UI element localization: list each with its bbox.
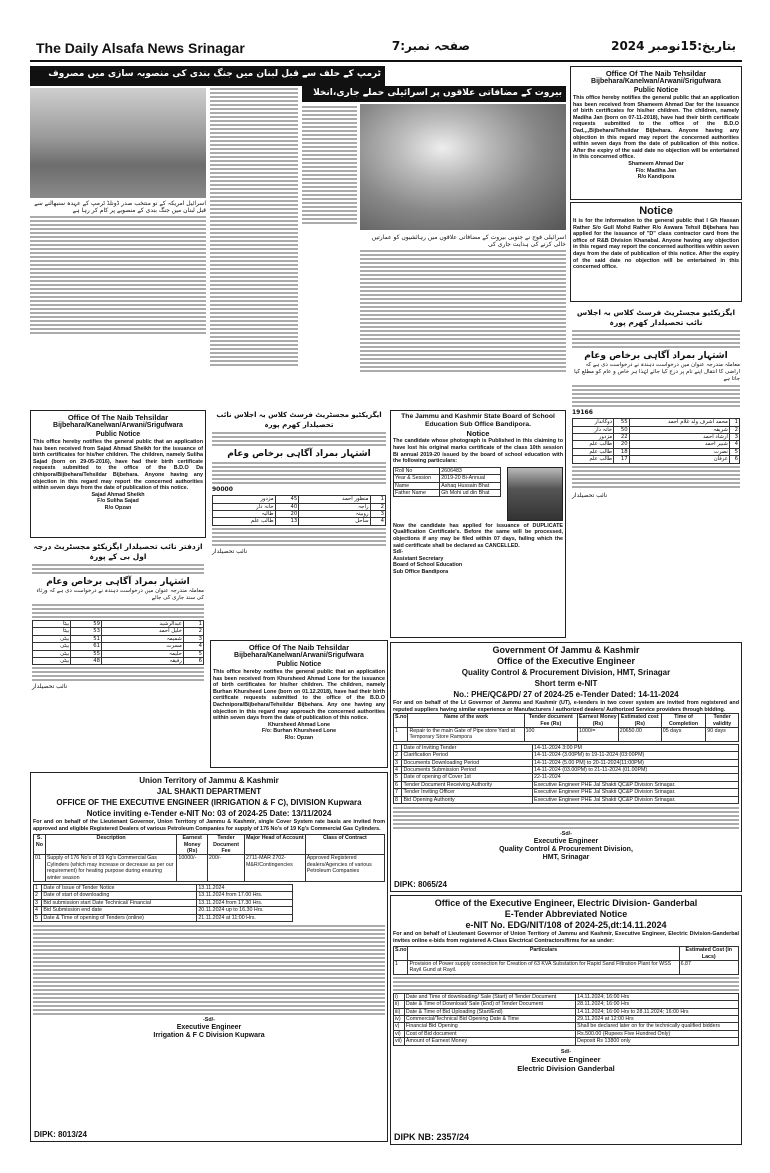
- table-cell: Bid submission start Date Technical/ Financial: [42, 899, 197, 906]
- table-cell: 100: [524, 728, 577, 742]
- table-cell: 1: [394, 728, 408, 742]
- table-cell: 55: [71, 650, 102, 657]
- table-cell: Repair to the main Gate of Pipe store Yard at Temporary Store Rampora: [408, 728, 524, 742]
- table-cell: 13.11.2024 from 17.00 Hrs.: [197, 892, 293, 899]
- table-cell: 22: [614, 434, 630, 441]
- table-cell: خانہ دار: [573, 426, 614, 433]
- masthead-date: بتاریخ:15نومبر 2024: [611, 39, 736, 53]
- table-cell: طالب علم: [573, 448, 614, 455]
- table-cell: 1: [394, 744, 402, 751]
- table-cell: Major Head of Account: [244, 835, 305, 855]
- table-cell: مزدور: [573, 434, 614, 441]
- table-cell: 3: [370, 511, 385, 518]
- notice-kind: Public Notice: [633, 86, 679, 94]
- table-row: [33, 650, 204, 657]
- table-cell: 20650.00: [618, 728, 661, 742]
- table-cell: 14.11.2024; 16:00 Hrs: [576, 993, 739, 1000]
- table-cell: بیٹا: [33, 628, 71, 635]
- table-cell: 14-11-2024 (03.00PM) to 21-11-2024 (01.00PM): [533, 767, 739, 774]
- table-cell: 4: [34, 907, 42, 914]
- table-row: [34, 899, 293, 906]
- table-cell: 6: [183, 658, 203, 665]
- table-cell: طالب علم: [213, 518, 276, 525]
- table-cell: 1000/=: [578, 728, 619, 742]
- masthead: [30, 36, 742, 62]
- table-cell: بیٹی: [33, 635, 71, 642]
- table-row: [394, 1001, 739, 1008]
- table-row: [394, 993, 739, 1000]
- table-cell: Rs.500.00 (Rupees Five Hundred Only): [576, 1030, 739, 1037]
- urdu-heading: اشتہار بمراد آگاہی برخاص وعام: [584, 351, 728, 361]
- tender-qc-procurement: Government Of Jammu & Kashmir Office of the Executive Engineer Quality Control & Procurement Division, HMT, Srinagar Short term e-NIT No.: PHE/QC&PD/ 27 of 2024-25 e-Tender Dated: 14-11-2024 For and on behalf of the Lt Governor of Jammu and Kashmir (UT), e-tenders in two cover system are invited from registered and reputed suppliers having similar experience or Manufacturers / authorized dealers/ Authorized Service providers through bidding. S.no Name of the work Tender document Fee (Rs) Earnest Money (Rs) Estimated cost (Rs) Time of Completion Tender validity 1 Repair to the main Gate of Pipe store Yard at Temporary Store Rampora 100 1000/= 20650.00 05 days 90 days 1 Date of Inviting Tender 14-11-2024 3:00 PM 2 Clarification Period 14-11-2024 (3.00PM) to 19-11-2024 (03:00PM) 3 Documents Downloading Period 14-11-2024 (5.00 PM) to 20-11-2024(11:00PM) 4 Documents Submission Period 14-11-2024 (03.00PM) to 21-11-2024 (01.00PM) 5 Date of opening of Cover 1st 22-11-2024 6 Tender Document Receiving Authority Executive Engineer PHE Jal Shakti QC&P Division Srinagar. 7 Tender Inviting Officer Executive Engineer PHE Jal Shakti QC&P Division Srinagar. 8 Bid Opening Authority Executive Engineer PHE Jal Shakti QC&P Division Srinagar. -Sd/- Executive Engineer Quality Control & Procurement Division, HMT, Srinagar DIPK: 8065/24: [390, 642, 742, 892]
- table-cell: Date & Time of opening of Tenders (online): [42, 914, 197, 921]
- page-number: صفحہ نمبر:7: [391, 39, 470, 53]
- tender-electric-ganderbal: Office of the Executive Engineer, Electric Division- Ganderbal E-Tender Abbreviated Notice e-NIT No. EDG/NIT/108 of 2024-25,dt:14.11.2024 For and on behalf of Lieutenant Governor of Union Territory of Jammu and Kashmir, Executive Engineer, Electric Division-Ganderbal invites online e-bids from registered A-Class Electrical Contractors/firms for as under: S.no Particulars Estimated Cost (in Lacs) 1 Provision of Power supply connection for Creation of 63 KVA Substation for Rapid Sand Filtration Plant for WSS Rayil Gund at Rayil. 6.87 i) Date and Time of downloading/ Sale (Start) of Tender Document 14.11.2024; 16:00 Hrs ii) Date & Time of Download/ Sale (End) of Tender Document 28.11.2024; 16:00 Hrs iii) Date & Time of Bid Uploading (Start/End) 14.11.2024; 16:00 Hrs to 28.11.2024; 16:00 Hrs iv) Commercial/Technical Bid Opening Date & Time 29.11.2024 at 12:00 Hrs v) Financial Bid Opening Shall be declared later on for the technically qualified bidders vi) Cost of Bid document Rs.500.00 (Rupees Five Hundred Only) vii) Amount of Earnest Money Deposit Rs 13800 only Sd/- Executive Engineer Electric Division Ganderbal DIPK NB: 2357/24: [390, 895, 742, 1145]
- table-cell: Earnest Money (Rs): [177, 835, 208, 855]
- table-row: [213, 511, 386, 518]
- table-cell: Financial Bid Opening: [404, 1023, 575, 1030]
- table-cell: 4: [183, 643, 203, 650]
- table-cell: طالب علم: [573, 441, 614, 448]
- story-body-col2: [210, 86, 298, 406]
- table-cell: 4: [394, 767, 402, 774]
- table-row: [213, 503, 386, 510]
- table-cell: Amount of Earnest Money: [404, 1038, 575, 1045]
- story-body: اسرائیل امریکہ کے نو منتخب صدر ڈونلڈ ٹرمپ کے عہدہ سنبھالنے سے قبل لبنان میں جنگ بندی کے منصوبے پر کام کر رہا ہے: [30, 200, 206, 405]
- story-beirut-body: [302, 104, 357, 404]
- table-cell: 2: [729, 426, 739, 433]
- urdu-footer: نائب تحصیلدار: [572, 491, 608, 499]
- table-cell: شبیر احمد: [629, 441, 729, 448]
- table-cell: 20.11.2024 up to 16.30 Hrs.: [197, 907, 293, 914]
- tender-schedule: [393, 993, 739, 1046]
- urdu-body: معاملہ مندرجہ عنوان میں درخواست دہندہ نے درخواست دی ہے کہ اراضی کا انتقال اپنے نام پر درج کیا جائے لہٰذا ہر خاص و عام کو مطلع کیا جاتا ہے: [574, 362, 740, 382]
- table-cell: 18: [614, 448, 630, 455]
- table-cell: بیٹی: [33, 658, 71, 665]
- table-cell: Date & Time of Download/ Sale (End) of Tender Document: [404, 1001, 575, 1008]
- table-cell: 20: [614, 441, 630, 448]
- table-cell: 17: [614, 456, 630, 463]
- table-cell: 1: [34, 885, 42, 892]
- table-cell: 1: [394, 961, 408, 975]
- table-row: [394, 728, 739, 742]
- table-row: [394, 752, 739, 759]
- story-beirut-body2: اسرائیلی فوج نے جنوبی بیروت کے مضافاتی علاقوں میں رہائشیوں کو عمارتیں خالی کرنے کی ہدایت جاری کی: [360, 234, 566, 406]
- table-cell: 2: [370, 503, 385, 510]
- table-cell: ارشاد احمد: [629, 434, 729, 441]
- table-cell: دوکاندار: [573, 419, 614, 426]
- table-cell: i): [394, 993, 405, 1000]
- table-cell: شریفہ: [629, 426, 729, 433]
- table-cell: 6: [729, 456, 739, 463]
- table-cell: شمیمہ: [102, 635, 184, 642]
- table-cell: Particulars: [408, 947, 679, 961]
- table-row: [394, 475, 501, 482]
- table-cell: 40: [275, 503, 299, 510]
- table-row: [573, 456, 740, 463]
- table-cell: Name: [394, 482, 440, 489]
- table-cell: 10000/-: [177, 855, 208, 882]
- story-headline-beirut: بیروت کے مضافاتی علاقوں پر اسرائیلی حملے جاری،انخلا: [302, 86, 566, 102]
- notice-body: This office hereby notifies the general public that an application has been received from Shameem Ahmad Dar for the issuance of birth certificates for his/her children. The children, namely Madiha Jan (born on 07-11-2018), have had their birth certificate requests submitted to the office of the B.D.O Dad,,,,Bijbehara/Tehsildar Bijbehara. Anyone having any objection in this regard may report the concerned authorities within seven days from the date of publication of this notice. After the expiry of the said date no objection will be entertained in this concerned office.: [573, 95, 739, 161]
- notice-title: Notice: [639, 205, 673, 217]
- table-cell: Date of Inviting Tender: [402, 744, 533, 751]
- notice-subtitle: Bijbehara/Kanelwan/Arwani/Srigufwara: [591, 78, 721, 85]
- table-row: [394, 767, 739, 774]
- dipk-number: DIPK NB: 2357/24: [394, 1132, 470, 1142]
- table-cell: v): [394, 1023, 405, 1030]
- table-cell: 14-11-2024 (3.00PM) to 19-11-2024 (03:00PM): [533, 752, 739, 759]
- table-row: [394, 490, 501, 497]
- table-cell: Date & Time of Bid Uploading (Start/End): [404, 1008, 575, 1015]
- table-cell: بیٹا: [33, 621, 71, 628]
- table-cell: Father Name: [394, 490, 440, 497]
- masthead-title: The Daily Alsafa News Srinagar: [36, 40, 245, 56]
- table-cell: 5: [394, 774, 402, 781]
- notice-body: It is for the information to the general public that I Gh Hassan Rather S/o Gull Mohd Rather R/o Aswara Tehsil Bijbehara has applied for the issuance of "D" class contractor card from the office of R&B Division Khanabal. Anyone having any objection in this regard may report the concerned authorities within seven days from the date of publication of this notice. After the expiry of the said date no objection will be entertained in this concerned office.: [573, 218, 739, 271]
- table-cell: 1: [729, 419, 739, 426]
- table-cell: عبدالرشید: [102, 621, 184, 628]
- dipk-number: DIPK: 8013/24: [34, 1130, 87, 1139]
- table-cell: 14-11-2024 3:00 PM: [533, 744, 739, 751]
- table-cell: 2: [34, 892, 42, 899]
- table-cell: 2019-20 Bi-Annual: [440, 475, 501, 482]
- tender-schedule: [393, 744, 739, 804]
- urdu-notice-left: ازدفتر نائب تحصیلدار ایگزیکٹو مجسٹریٹ درجہ اول بی کے پورہ اشتہار بمراد آگاہی برخاص وعام معاملہ مندرجہ عنوان میں درخواست دہندہ نے درخواست دی ہے کہ ورثاء کی سند جاری کی جائے 1 عبدالرشید 59 بیٹا 2 خلیل احمد 53 بیٹا 3 شمیمہ 51 بیٹی 4 مسرت 61 بیٹی 5 حلیمہ 55 بیٹی 6 رفیقہ 48 بیٹی نائب تحصیلدار: [32, 542, 204, 691]
- urdu-notice-mid: ایگزیکٹیو مجسٹریٹ فرسٹ کلاس بہ اجلاس نائب تحصیلدار کھرم پورہ اشتہار بمراد آگاہی برخاص وعام 90000 1 منظور احمد 45 مزدور 2 راجہ 40 خانہ دار 3 روبینہ 20 طالبہ 4 ساحل 13 طالب علم نائب تحصیلدار: [212, 411, 384, 555]
- tender-table: [393, 946, 739, 975]
- dipk-number: DIPK: 8065/24: [394, 880, 447, 889]
- table-cell: Gh Mohi ud din Bhat: [440, 490, 501, 497]
- tender-schedule: [33, 884, 293, 922]
- table-row: [394, 781, 739, 788]
- table-row: [394, 759, 739, 766]
- table-cell: 13.11.2024 from 17.30 Hrs.: [197, 899, 293, 906]
- table-cell: 01: [34, 855, 46, 882]
- notice-naib-tehsildar-1: Office Of The Naib Tehsildar Bijbehara/Kanelwan/Arwani/Srigufwara Public Notice This office hereby notifies the general public that an application has been received from Shameem Ahmad Dar for the issuance of birth certificates for his/her children. The children, namely Madiha Jan (born on 07-11-2018), have had their birth certificate requests submitted to the office of the B.D.O Dad,,,,Bijbehara/Tehsildar Bijbehara. Anyone having any objection in this regard may report the concerned authorities within seven days from the date of publication of this notice. After the expiry of the said date no objection will be entertained in this concerned office. Shameem Ahmad Dar F/o: Madiha Jan R/o Kandipora: [570, 66, 742, 200]
- table-cell: 28.11.2024; 16:00 Hrs: [576, 1001, 739, 1008]
- table-cell: 22-11-2024: [533, 774, 739, 781]
- table-cell: 1: [183, 621, 203, 628]
- table-row: [394, 482, 501, 489]
- notice-school-board: The Jammu and Kashmir State Board of School Education Sub Office Bandipora. Notice The candidate whose photograph is Published in this claiming to have lost his original marks certificate of the class 10th session Bi annual 2019-20 issued by the board of school education with the following particulars: Roll No 2606483 Year & Session 2019-20 Bi-Annual Name Ashaq Hussain Bhat Father Name Gh Mohi ud din Bhat Now the candidate has applied for issuance of DUPLICATE Qualification Certificate's. Before the same will be processed, objections if any may be filed within 07 days, failing which the said certificate shall be declared as CANCELLED. Sd/- Assistant Secretary Board of School Education Sub Office Bandipora: [390, 410, 566, 638]
- urdu-title: ایگزیکٹیو مجسٹریٹ فرسٹ کلاس بہ اجلاس نائب تحصیلدار کھرم پورہ: [576, 308, 736, 327]
- table-cell: 05 days: [661, 728, 705, 742]
- table-cell: عرفان: [629, 456, 729, 463]
- table-cell: راجہ: [299, 503, 370, 510]
- table-cell: 2606483: [440, 467, 501, 474]
- story-photo-smoke: [360, 104, 566, 230]
- table-cell: Executive Engineer PHE Jal Shakti QC&P Division Srinagar.: [533, 796, 739, 803]
- table-cell: Tender validity: [706, 714, 739, 728]
- table-cell: Executive Engineer PHE Jal Shakti QC&P Division Srinagar.: [533, 781, 739, 788]
- table-cell: حلیمہ: [102, 650, 184, 657]
- table-cell: Bid Submission end date: [42, 907, 197, 914]
- tender-table: [33, 834, 385, 882]
- table-row: [33, 635, 204, 642]
- table-cell: 200/-: [208, 855, 245, 882]
- table-cell: Documents Submission Period: [402, 767, 533, 774]
- table-cell: 1: [370, 496, 385, 503]
- table-cell: S.no: [394, 714, 408, 728]
- table-cell: 7: [394, 789, 402, 796]
- table-cell: Estimated cost (Rs): [618, 714, 661, 728]
- table-cell: 5: [34, 914, 42, 921]
- table-row: [33, 643, 204, 650]
- table-cell: Cost of Bid document: [404, 1030, 575, 1037]
- table-row: [394, 961, 739, 975]
- urdu-table: [212, 495, 386, 526]
- table-cell: Date of opening of Cover 1st: [402, 774, 533, 781]
- table-cell: vii): [394, 1038, 405, 1045]
- table-cell: 3: [729, 434, 739, 441]
- table-row: [394, 1008, 739, 1015]
- table-row: [34, 855, 385, 882]
- table-cell: خلیل احمد: [102, 628, 184, 635]
- table-cell: Earnest Money (Rs): [579, 714, 617, 727]
- table-cell: Approved Registered dealers/Agencies of various Petroleum Companies: [305, 855, 384, 882]
- board-table: [393, 467, 501, 498]
- table-row: [34, 914, 293, 921]
- table-cell: 48: [71, 658, 102, 665]
- table-cell: 5: [183, 650, 203, 657]
- table-row: [394, 774, 739, 781]
- table-cell: vi): [394, 1030, 405, 1037]
- table-header-row: [34, 835, 385, 855]
- table-cell: Tender Document Receiving Authority: [402, 781, 533, 788]
- table-cell: Supply of 176 No's of 19 Kg's Commercial Gas Cylinders (which may increase or decrease as per our requirement) for heating purpose during ensuring winter season: [45, 855, 177, 882]
- table-cell: 61: [71, 643, 102, 650]
- table-row: [573, 419, 740, 426]
- table-cell: محمد اشرف ولد غلام احمد: [629, 419, 729, 426]
- table-cell: Roll No: [394, 467, 440, 474]
- story-headline: ٹرمپ کے حلف سے قبل لبنان میں جنگ بندی کی منصوبہ سازی میں مصروف: [30, 66, 385, 86]
- table-cell: 6: [394, 781, 402, 788]
- table-cell: Commercial/Technical Bid Opening Date & Time: [404, 1016, 575, 1023]
- table-cell: 50: [614, 426, 630, 433]
- table-cell: 4: [729, 441, 739, 448]
- table-cell: ii): [394, 1001, 405, 1008]
- table-cell: Date and Time of downloading/ Sale (Start) of Tender Document: [404, 993, 575, 1000]
- table-cell: Estimated Cost (in Lacs): [679, 947, 738, 961]
- table-cell: Year & Session: [394, 475, 440, 482]
- table-row: [394, 1030, 739, 1037]
- table-cell: Description: [45, 835, 177, 855]
- table-row: [573, 434, 740, 441]
- notice-body: This office hereby notifies the general public that an application has been received from Sajad Ahmad Sheikh for the issuance of birth certificates for his/her children. The children, namely Suliha Sajad (born on 29-05-2016), have had their birth certificate requests submitted to the office of the B.D.O Da chhipora/Bijbehara/Tehsildar Bijbehara. Anyone having any objection in this regard may report the concerned authorities within seven days from the date of publication of this notice.: [33, 439, 203, 492]
- table-cell: خانہ دار: [213, 503, 276, 510]
- table-cell: Provision of Power supply connection for Creation of 63 KVA Substation for Rapid Sand Filtration Plant for WSS Rayil Gund at Rayil.: [408, 961, 679, 975]
- table-cell: 2: [183, 628, 203, 635]
- table-cell: Tender Inviting Officer: [402, 789, 533, 796]
- table-cell: 29.11.2024 at 12:00 Hrs: [576, 1016, 739, 1023]
- table-row: [213, 496, 386, 503]
- urdu-table: [572, 418, 740, 463]
- table-cell: Executive Engineer PHE Jal Shakti QC&P Division Srinagar.: [533, 789, 739, 796]
- table-row: [394, 744, 739, 751]
- urdu-amount: 19166: [572, 409, 593, 416]
- table-row: [394, 796, 739, 803]
- table-row: [33, 658, 204, 665]
- table-cell: 14.11.2024; 16:00 Hrs to 28.11.2024; 16:00 Hrs: [576, 1008, 739, 1015]
- table-cell: Deposit Rs 13800 only: [576, 1038, 739, 1045]
- table-row: [34, 885, 293, 892]
- table-cell: Date of start of downloading: [42, 892, 197, 899]
- table-cell: 20: [275, 511, 299, 518]
- table-cell: Clarification Period: [402, 752, 533, 759]
- story-photo-ruins: [30, 88, 206, 198]
- urdu-table: [32, 620, 204, 665]
- table-cell: مسرت: [102, 643, 184, 650]
- table-cell: 4: [370, 518, 385, 525]
- table-cell: بیٹی: [33, 650, 71, 657]
- table-cell: 14-11-2024 (5.00 PM) to 20-11-2024(11:00PM): [533, 759, 739, 766]
- table-row: [573, 441, 740, 448]
- table-row: [394, 467, 501, 474]
- table-cell: ساحل: [299, 518, 370, 525]
- table-cell: 13: [275, 518, 299, 525]
- table-cell: 8: [394, 796, 402, 803]
- table-cell: Bid Opening Authority: [402, 796, 533, 803]
- table-row: [34, 892, 293, 899]
- tender-irrigation-kupwara: Union Territory of Jammu & Kashmir JAL SHAKTI DEPARTMENT OFFICE OF THE EXECUTIVE ENGINEER (IRRIGATION & F C), DIVISION Kupwara Notice inviting e-Tender e-NIT No: 03 of 2024-25 Date: 13/11/2024 For and on behalf of the Lieutenant Governor, Union Territory of Jammu & Kashmir, single Cover System rate basis are invited from approved and eligible Registered Dealers of various Petroleum Companies for supply of 176 No's of 19 Kg's Commercial Gas Cylinders. S. No Description Earnest Money (Rs) Tender Document Fee Major Head of Account Class of Contract 01 Supply of 176 No's of 19 Kg's Commercial Gas Cylinders (which may increase or decrease as per our requirement) for heating purpose during ensuring winter season 10000/- 200/- 2711-MAR 2702-M&R/Contingencies Approved Registered dealers/Agencies of various Petroleum Companies 1 Date of Issue of Tender Notice 13.11.2024 2 Date of start of downloading 13.11.2024 from 17.00 Hrs. 3 Bid submission start Date Technical/ Financial 13.11.2024 from 17.30 Hrs. 4 Bid Submission end date 20.11.2024 up to 16.30 Hrs. 5 Date & Time of opening of Tenders (online) 21.11.2024 at 11:00 Hrs. -Sd/- Executive Engineer Irrigation & F C Division Kupwara DIPK: 8013/24: [30, 772, 388, 1142]
- table-row: [33, 621, 204, 628]
- table-row: [573, 448, 740, 455]
- table-row: [394, 789, 739, 796]
- table-cell: Tender document Fee (Rs): [524, 714, 577, 728]
- table-row: [394, 1023, 739, 1030]
- table-cell: 59: [71, 621, 102, 628]
- table-cell: 51: [71, 635, 102, 642]
- table-cell: مزدور: [213, 496, 276, 503]
- table-cell: 90 days: [706, 728, 739, 742]
- table-cell: S. No: [34, 835, 46, 855]
- table-cell: بیٹی: [33, 643, 71, 650]
- table-cell: نصرت: [629, 448, 729, 455]
- table-cell: iv): [394, 1016, 405, 1023]
- notice-sign: Shameem Ahmad Dar: [628, 160, 684, 167]
- table-cell: طالبہ: [213, 511, 276, 518]
- table-cell: Tender Document Fee: [208, 835, 245, 855]
- table-header-row: [394, 714, 739, 728]
- tender-table: [393, 713, 739, 742]
- table-cell: 45: [275, 496, 299, 503]
- table-cell: 13.11.2024: [197, 885, 293, 892]
- table-cell: 53: [71, 628, 102, 635]
- table-cell: 3: [34, 899, 42, 906]
- table-cell: Name of the work: [408, 714, 524, 728]
- table-cell: رفیقہ: [102, 658, 184, 665]
- table-cell: 3: [394, 759, 402, 766]
- table-cell: 2711-MAR 2702-M&R/Contingencies: [244, 855, 305, 882]
- urdu-notice-right: [570, 306, 742, 638]
- table-cell: منظور احمد: [299, 496, 370, 503]
- table-cell: 2: [394, 752, 402, 759]
- table-header-row: [394, 947, 739, 961]
- notice-naib-tehsildar-2: Office Of The Naib Tehsildar Bijbehara/Kanelwan/Arwani/Srigufwara Public Notice This office hereby notifies the general public that an application has been received from Sajad Ahmad Sheikh for the issuance of birth certificates for his/her children. The children, namely Suliha Sajad (born on 29-05-2016), have had their birth certificate requests submitted to the office of the B.D.O Da chhipora/Bijbehara/Tehsildar Bijbehara. Anyone having any objection in this regard may report the concerned authorities within seven days from the date of publication of this notice. Sajad Ahmad Sheikh F/o Suliha Sajad R/o Opzan: [30, 410, 206, 538]
- table-cell: iii): [394, 1008, 405, 1015]
- table-cell: Documents Downloading Period: [402, 759, 533, 766]
- table-row: [33, 628, 204, 635]
- table-row: [213, 518, 386, 525]
- table-cell: S.no: [394, 947, 408, 961]
- table-cell: Class of Contract: [305, 835, 384, 855]
- table-row: [573, 426, 740, 433]
- table-cell: Date of Issue of Tender Notice: [42, 885, 197, 892]
- table-cell: 6.87: [679, 961, 738, 975]
- table-row: [34, 907, 293, 914]
- notice-title: Office Of The Naib Tehsildar: [605, 69, 707, 78]
- table-cell: Ashaq Hussain Bhat: [440, 482, 501, 489]
- notice-contractor-card: [570, 202, 742, 302]
- notice-naib-tehsildar-3: Office Of The Naib Tehsildar Bijbehara/Kanelwan/Arwani/Srigufwara Public Notice This office hereby notifies the general public that an application has been received from Khursheed Ahmad Lone for the issuance of birth certificates for his/her children. The children, namely Burhan Khursheed Lone (born on 01.12.2018), have had their birth certificate requests submitted to the office of the B.D.O Dachnipora/Bijbehara/Tehsildar Bijbehara. Any one having any objection in this regard may approach the concerned authorities within seven days from the date of publication of this notice. Khursheed Ahmad Lone F/o: Burhan Khursheed Lone R/o: Opzan: [210, 640, 388, 768]
- table-cell: Time of Completion: [661, 714, 705, 728]
- table-cell: 21.11.2024 at 11:00 Hrs.: [197, 914, 293, 921]
- table-cell: 5: [729, 448, 739, 455]
- table-row: [394, 1038, 739, 1045]
- table-cell: 55: [614, 419, 630, 426]
- table-cell: 3: [183, 635, 203, 642]
- candidate-photo: [507, 467, 563, 521]
- table-cell: طالب علم: [573, 456, 614, 463]
- table-cell: روبینہ: [299, 511, 370, 518]
- table-row: [394, 1016, 739, 1023]
- table-cell: Shall be declared later on for the technically qualified bidders: [576, 1023, 739, 1030]
